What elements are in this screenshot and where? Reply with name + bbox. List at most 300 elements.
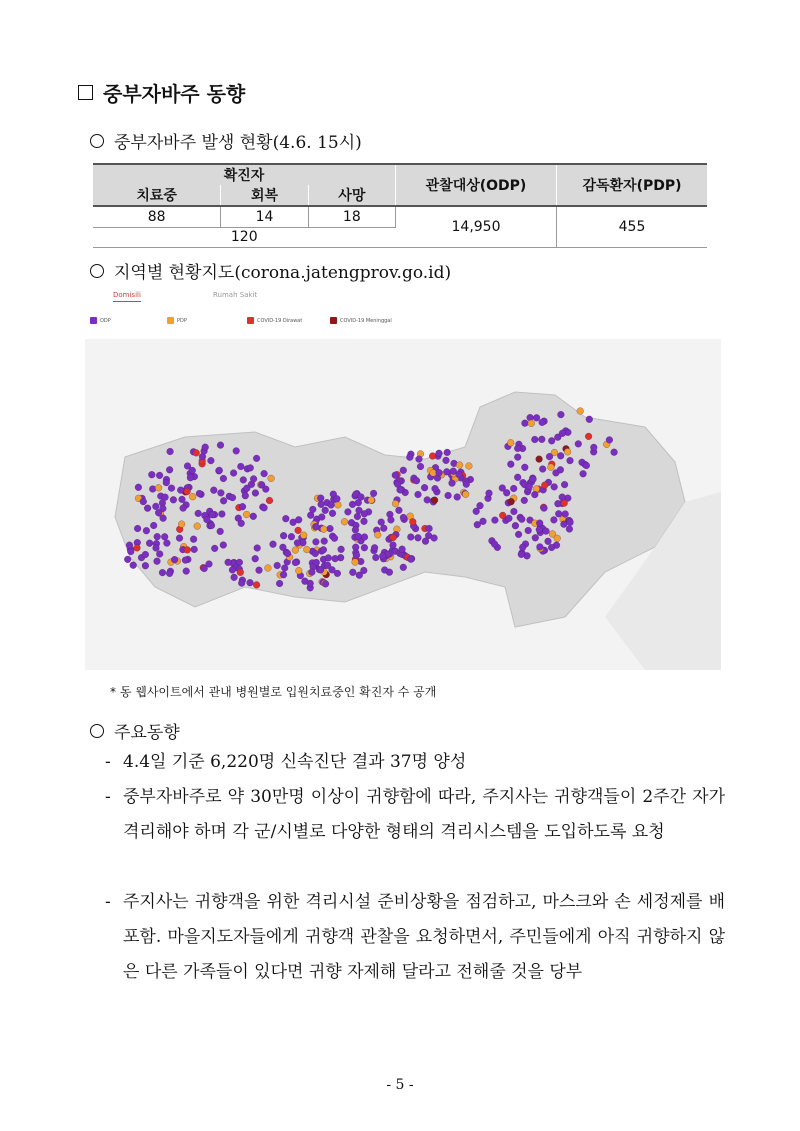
- map-marker: [499, 512, 506, 519]
- map-marker: [538, 436, 545, 443]
- map-marker: [519, 544, 526, 551]
- map-marker: [525, 527, 532, 534]
- map-marker: [302, 578, 309, 585]
- map-marker: [530, 476, 537, 483]
- map-marker: [163, 479, 170, 486]
- circle-bullet-icon: [90, 264, 104, 278]
- map-marker: [144, 505, 151, 512]
- map-marker: [546, 453, 553, 460]
- legend-meninggal: COVID-19 Meninggal: [330, 317, 392, 324]
- map-marker: [539, 419, 546, 426]
- map-marker: [171, 556, 178, 563]
- map-marker: [392, 500, 399, 507]
- map-marker: [159, 569, 166, 576]
- map-marker: [443, 457, 450, 464]
- map-marker: [256, 567, 263, 574]
- map-marker: [536, 526, 543, 533]
- map-marker: [155, 509, 162, 516]
- map-marker: [282, 515, 289, 522]
- map-marker: [321, 538, 328, 545]
- map-marker: [156, 551, 163, 558]
- map-marker: [521, 464, 528, 471]
- map-marker: [161, 533, 168, 540]
- map-marker: [237, 463, 244, 470]
- bullet-status: [90, 128, 362, 153]
- map-marker: [407, 534, 414, 541]
- map-marker: [541, 505, 548, 512]
- map-marker: [396, 507, 403, 514]
- map-marker: [406, 454, 413, 461]
- map-marker: [349, 569, 356, 576]
- map-marker: [318, 514, 325, 521]
- map-marker: [443, 468, 450, 475]
- map-marker: [230, 470, 237, 477]
- map-marker: [555, 510, 562, 517]
- map-marker: [199, 453, 206, 460]
- map-marker: [204, 516, 211, 523]
- map-marker: [160, 515, 167, 522]
- map-marker: [531, 491, 538, 498]
- legend-odp: ODP: [90, 317, 111, 324]
- map-marker: [378, 519, 385, 526]
- map-marker: [548, 437, 555, 444]
- treating-header: 치료중: [93, 185, 221, 206]
- map-marker: [590, 444, 597, 451]
- map-marker: [507, 461, 514, 468]
- map-marker: [124, 556, 131, 563]
- map-marker: [586, 416, 593, 423]
- map-marker: [400, 564, 407, 571]
- map-marker: [280, 571, 287, 578]
- map-marker: [352, 527, 359, 534]
- map-marker: [424, 497, 431, 504]
- legend-pdp: PDP: [167, 317, 187, 324]
- map-marker: [322, 507, 329, 514]
- map-marker: [313, 559, 320, 566]
- map-marker: [220, 542, 227, 549]
- map-marker: [170, 496, 177, 503]
- map-marker: [312, 523, 319, 530]
- bullet-trends-text: 주요동향: [114, 723, 180, 743]
- map-marker: [331, 535, 338, 542]
- map-marker: [371, 544, 378, 551]
- map-marker: [580, 470, 587, 477]
- odp-value: 14,950: [396, 206, 557, 248]
- map-marker: [543, 528, 550, 535]
- map-marker: [456, 462, 463, 469]
- map-marker: [156, 472, 163, 479]
- trend-item-text: 중부자바주로 약 30만명 이상이 귀향함에 따라, 주지사는 귀향객들이 2주간 자가격리해야 하며 각 군/시별로 다양한 형태의 격리시스템을 도입하도록 요청: [123, 787, 725, 842]
- map-marker: [426, 525, 433, 532]
- map-marker: [208, 522, 215, 529]
- map-marker: [211, 545, 218, 552]
- pdp-header: 감독환자(PDP): [557, 164, 708, 206]
- map-marker: [334, 495, 341, 502]
- map-marker: [219, 511, 226, 518]
- map-marker: [518, 516, 525, 523]
- map-marker: [318, 501, 325, 508]
- recovered-value: 14: [221, 206, 308, 227]
- map-marker: [358, 494, 365, 501]
- map-marker: [189, 493, 196, 500]
- map-marker: [492, 517, 499, 524]
- map-marker: [253, 582, 260, 589]
- map-marker: [196, 490, 203, 497]
- map-marker: [142, 551, 149, 558]
- map-marker: [555, 500, 562, 507]
- map-marker: [140, 498, 147, 505]
- circle-bullet-icon: [90, 134, 104, 148]
- map-marker: [220, 497, 227, 504]
- map-marker: [309, 569, 316, 576]
- map-marker: [180, 505, 187, 512]
- bullet-status-text: 중부자바주 발생 현황(4.6. 15시): [114, 133, 362, 153]
- map-marker: [184, 488, 191, 495]
- map-marker: [399, 546, 406, 553]
- map-marker: [280, 532, 287, 539]
- tab-rumah-sakit[interactable]: Rumah Sakit: [213, 291, 258, 299]
- map-marker: [324, 562, 331, 569]
- map-marker: [567, 519, 574, 526]
- circle-bullet-icon: [90, 724, 104, 738]
- map-marker: [201, 565, 208, 572]
- map-marker: [135, 484, 142, 491]
- trend-item-text: 주지사는 귀향객을 위한 격리시설 준비상황을 점검하고, 마스크와 손 세정제를 배포함. 마을지도자들에게 귀향객 관찰을 요청하면서, 주민들에게 아직 귀향하지 않은 다른 가족들이 있다면 귀향 자제해 달라고 전해줄 것을 당부: [123, 892, 725, 982]
- map-marker: [309, 506, 316, 513]
- map-marker: [250, 476, 257, 483]
- map-marker: [353, 552, 360, 559]
- map-marker: [515, 531, 522, 538]
- map-marker: [537, 544, 544, 551]
- map-marker: [431, 497, 438, 504]
- map-marker: [258, 481, 265, 488]
- map-marker: [562, 511, 569, 518]
- map-marker: [166, 466, 173, 473]
- section-title: 중부자바주 동향: [103, 82, 246, 106]
- trend-item: - 주지사는 귀향객을 위한 격리시설 준비상황을 점검하고, 마스크와 손 세정제를 배포함. 마을지도자들에게 귀향객 관찰을 요청하면서, 주민들에게 아직 귀향하지 않은 다른 가족들이 있다면 귀향 자제해 달라고 전해줄 것을 당부: [105, 885, 725, 990]
- map-canvas: [85, 287, 721, 670]
- map-marker: [288, 533, 295, 540]
- map-marker: [183, 568, 190, 575]
- map-marker: [506, 515, 513, 522]
- map-marker: [462, 491, 469, 498]
- map-marker: [392, 472, 399, 479]
- map-marker: [327, 525, 334, 532]
- map-marker: [352, 559, 359, 566]
- map-marker: [134, 545, 141, 552]
- map-marker: [322, 581, 329, 588]
- map-marker: [372, 554, 379, 561]
- map-marker: [150, 522, 157, 529]
- map-marker: [545, 538, 552, 545]
- map-marker: [154, 558, 161, 565]
- map-marker: [526, 483, 533, 490]
- map-marker: [431, 535, 438, 542]
- map-marker: [195, 510, 202, 517]
- footnote: * 동 웹사이트에서 관내 병원별로 입원치료중인 확진자 수 공개: [110, 685, 437, 699]
- map-marker: [548, 544, 555, 551]
- map-marker: [252, 490, 259, 497]
- map-marker: [450, 468, 457, 475]
- map-marker: [551, 484, 558, 491]
- map-marker: [554, 535, 561, 542]
- map-marker: [390, 534, 397, 541]
- map-marker: [164, 540, 171, 547]
- map-marker: [522, 420, 529, 427]
- trend-item-text: 4.4일 기준 6,220명 신속진단 결과 37명 양성: [123, 752, 467, 772]
- map-marker: [408, 556, 415, 563]
- map-marker: [300, 532, 307, 539]
- map-marker: [242, 492, 249, 499]
- map-marker: [202, 444, 209, 451]
- map-marker: [335, 501, 342, 508]
- map-marker: [558, 411, 565, 418]
- deceased-header: 사망: [308, 185, 395, 206]
- map-marker: [436, 450, 443, 457]
- map-marker: [507, 439, 514, 446]
- map-marker: [561, 481, 568, 488]
- map-marker: [239, 503, 246, 510]
- map-marker: [148, 471, 155, 478]
- trend-item: - 중부자바주로 약 30만명 이상이 귀향함에 따라, 주지사는 귀향객들이 2주간 자가격리해야 하며 각 군/시별로 다양한 형태의 격리시스템을 도입하도록 요청: [105, 780, 725, 850]
- map-marker: [210, 487, 217, 494]
- bullet-map-text: 지역별 현황지도(corona.jatengprov.go.id): [114, 263, 452, 283]
- map-marker: [317, 495, 324, 502]
- map-marker: [532, 534, 539, 541]
- map-marker: [566, 526, 573, 533]
- map-marker: [142, 562, 149, 569]
- map-marker: [250, 513, 257, 520]
- map-marker: [127, 548, 134, 555]
- map-marker: [561, 521, 568, 528]
- map-marker: [231, 574, 238, 581]
- map-marker: [320, 546, 327, 553]
- map-marker: [531, 436, 538, 443]
- map-marker: [270, 541, 277, 548]
- map-marker: [512, 522, 519, 529]
- map-marker: [225, 559, 232, 566]
- map-marker: [233, 448, 240, 455]
- map-marker: [261, 470, 268, 477]
- map-marker: [548, 464, 555, 471]
- map-marker: [533, 414, 540, 421]
- map-marker: [217, 442, 224, 449]
- map-marker: [252, 555, 259, 562]
- map-marker: [381, 567, 388, 574]
- map-marker: [238, 580, 245, 587]
- map-marker: [473, 508, 480, 515]
- map-marker: [247, 465, 254, 472]
- map-marker: [313, 539, 320, 546]
- map-marker: [218, 490, 225, 497]
- map-marker: [177, 487, 184, 494]
- map-marker: [243, 511, 250, 518]
- map-marker: [511, 508, 518, 515]
- map-marker: [320, 526, 327, 533]
- map-marker: [217, 528, 224, 535]
- recovered-header: 회복: [221, 185, 308, 206]
- map-marker: [503, 489, 510, 496]
- map-marker: [130, 562, 137, 569]
- map-marker: [400, 514, 407, 521]
- map-marker: [355, 533, 362, 540]
- map-marker: [480, 518, 487, 525]
- map-marker: [416, 456, 423, 463]
- map-marker: [341, 518, 348, 525]
- treating-value: 88: [93, 206, 221, 227]
- map-marker: [244, 485, 251, 492]
- map-marker: [415, 534, 422, 541]
- map-marker: [329, 510, 336, 517]
- map-marker: [564, 448, 571, 455]
- legend-dirawat: COVID-19 Dirawat: [247, 317, 302, 324]
- map-marker: [209, 511, 216, 518]
- map-marker: [168, 485, 175, 492]
- tab-domisili[interactable]: Domisili: [113, 291, 141, 302]
- map-marker: [388, 517, 395, 524]
- page-number: - 5 -: [386, 1077, 414, 1093]
- total-value: 120: [93, 227, 396, 248]
- map-marker: [284, 550, 291, 557]
- map-marker: [390, 542, 397, 549]
- map-marker: [361, 544, 368, 551]
- section-heading: [78, 78, 245, 107]
- map-marker: [432, 485, 439, 492]
- map-marker: [303, 546, 310, 553]
- map-marker: [518, 551, 525, 558]
- map-marker: [240, 477, 247, 484]
- map-marker: [261, 504, 268, 511]
- map-marker: [184, 547, 191, 554]
- map-marker: [583, 462, 590, 469]
- map-marker: [454, 494, 461, 501]
- confirmed-header: 확진자: [93, 164, 396, 185]
- map-marker: [146, 540, 153, 547]
- map-marker: [559, 430, 566, 437]
- map-marker: [422, 538, 429, 545]
- map-marker: [295, 516, 302, 523]
- map-marker: [557, 466, 564, 473]
- map-marker: [229, 567, 236, 574]
- map-marker: [155, 484, 162, 491]
- map-marker: [585, 433, 592, 440]
- region-map: [85, 287, 721, 670]
- map-marker: [400, 467, 407, 474]
- map-marker: [567, 457, 574, 464]
- map-marker: [606, 437, 613, 444]
- map-marker: [276, 580, 283, 587]
- map-marker: [421, 484, 428, 491]
- map-marker: [191, 546, 198, 553]
- map-marker: [167, 448, 174, 455]
- map-marker: [292, 547, 299, 554]
- map-marker: [360, 567, 367, 574]
- map-marker: [536, 456, 543, 463]
- map-marker: [187, 474, 194, 481]
- map-marker: [409, 518, 416, 525]
- trend-item: - 4.4일 기준 6,220명 신속진단 결과 37명 양성: [105, 745, 725, 780]
- map-marker: [194, 523, 201, 530]
- map-marker: [268, 475, 275, 482]
- map-marker: [510, 485, 517, 492]
- map-marker: [541, 482, 548, 489]
- map-marker: [361, 518, 368, 525]
- map-marker: [577, 408, 584, 415]
- map-marker: [178, 521, 185, 528]
- map-marker: [449, 480, 456, 487]
- map-marker: [295, 527, 302, 534]
- map-marker: [514, 445, 521, 452]
- map-marker: [521, 497, 528, 504]
- map-marker: [238, 520, 245, 527]
- map-marker: [429, 453, 436, 460]
- map-marker: [216, 467, 223, 474]
- map-marker: [176, 535, 183, 542]
- map-marker: [417, 463, 424, 470]
- map-marker: [325, 555, 332, 562]
- map-marker: [220, 475, 227, 482]
- map-marker: [575, 441, 582, 448]
- status-table: [93, 163, 707, 248]
- map-marker: [379, 553, 386, 560]
- map-marker: [463, 481, 470, 488]
- map-marker: [254, 545, 261, 552]
- map-marker: [208, 457, 215, 464]
- map-marker: [491, 541, 498, 548]
- map-marker: [415, 491, 422, 498]
- map-marker: [292, 559, 299, 566]
- map-marker: [514, 474, 521, 481]
- map-marker: [551, 517, 558, 524]
- map-marker: [166, 570, 173, 577]
- map-marker: [126, 542, 133, 549]
- map-marker: [281, 565, 288, 572]
- map-marker: [514, 454, 521, 461]
- map-marker: [152, 503, 159, 510]
- map-marker: [354, 513, 361, 520]
- map-marker: [149, 486, 156, 493]
- map-marker: [445, 492, 452, 499]
- map-marker: [332, 555, 339, 562]
- map-marker: [193, 450, 200, 457]
- map-marker: [361, 534, 368, 541]
- map-marker: [143, 527, 150, 534]
- map-marker: [265, 565, 272, 572]
- map-marker: [413, 477, 420, 484]
- map-marker: [247, 579, 254, 586]
- map-marker: [253, 455, 260, 462]
- map-marker: [436, 469, 443, 476]
- map-marker: [154, 533, 161, 540]
- map-marker: [328, 502, 335, 509]
- deceased-value: 18: [308, 206, 395, 227]
- map-marker: [189, 467, 196, 474]
- map-marker: [338, 546, 345, 553]
- map-marker: [317, 566, 324, 573]
- map-marker: [153, 545, 160, 552]
- map-marker: [345, 509, 352, 516]
- map-marker: [312, 550, 319, 557]
- map-marker: [508, 498, 515, 505]
- map-marker: [295, 567, 302, 574]
- map-marker: [370, 490, 377, 497]
- map-marker: [374, 531, 381, 538]
- bullet-trends: [90, 718, 180, 743]
- map-marker: [444, 449, 451, 456]
- map-marker: [356, 507, 363, 514]
- map-marker: [334, 570, 341, 577]
- map-marker: [266, 497, 273, 504]
